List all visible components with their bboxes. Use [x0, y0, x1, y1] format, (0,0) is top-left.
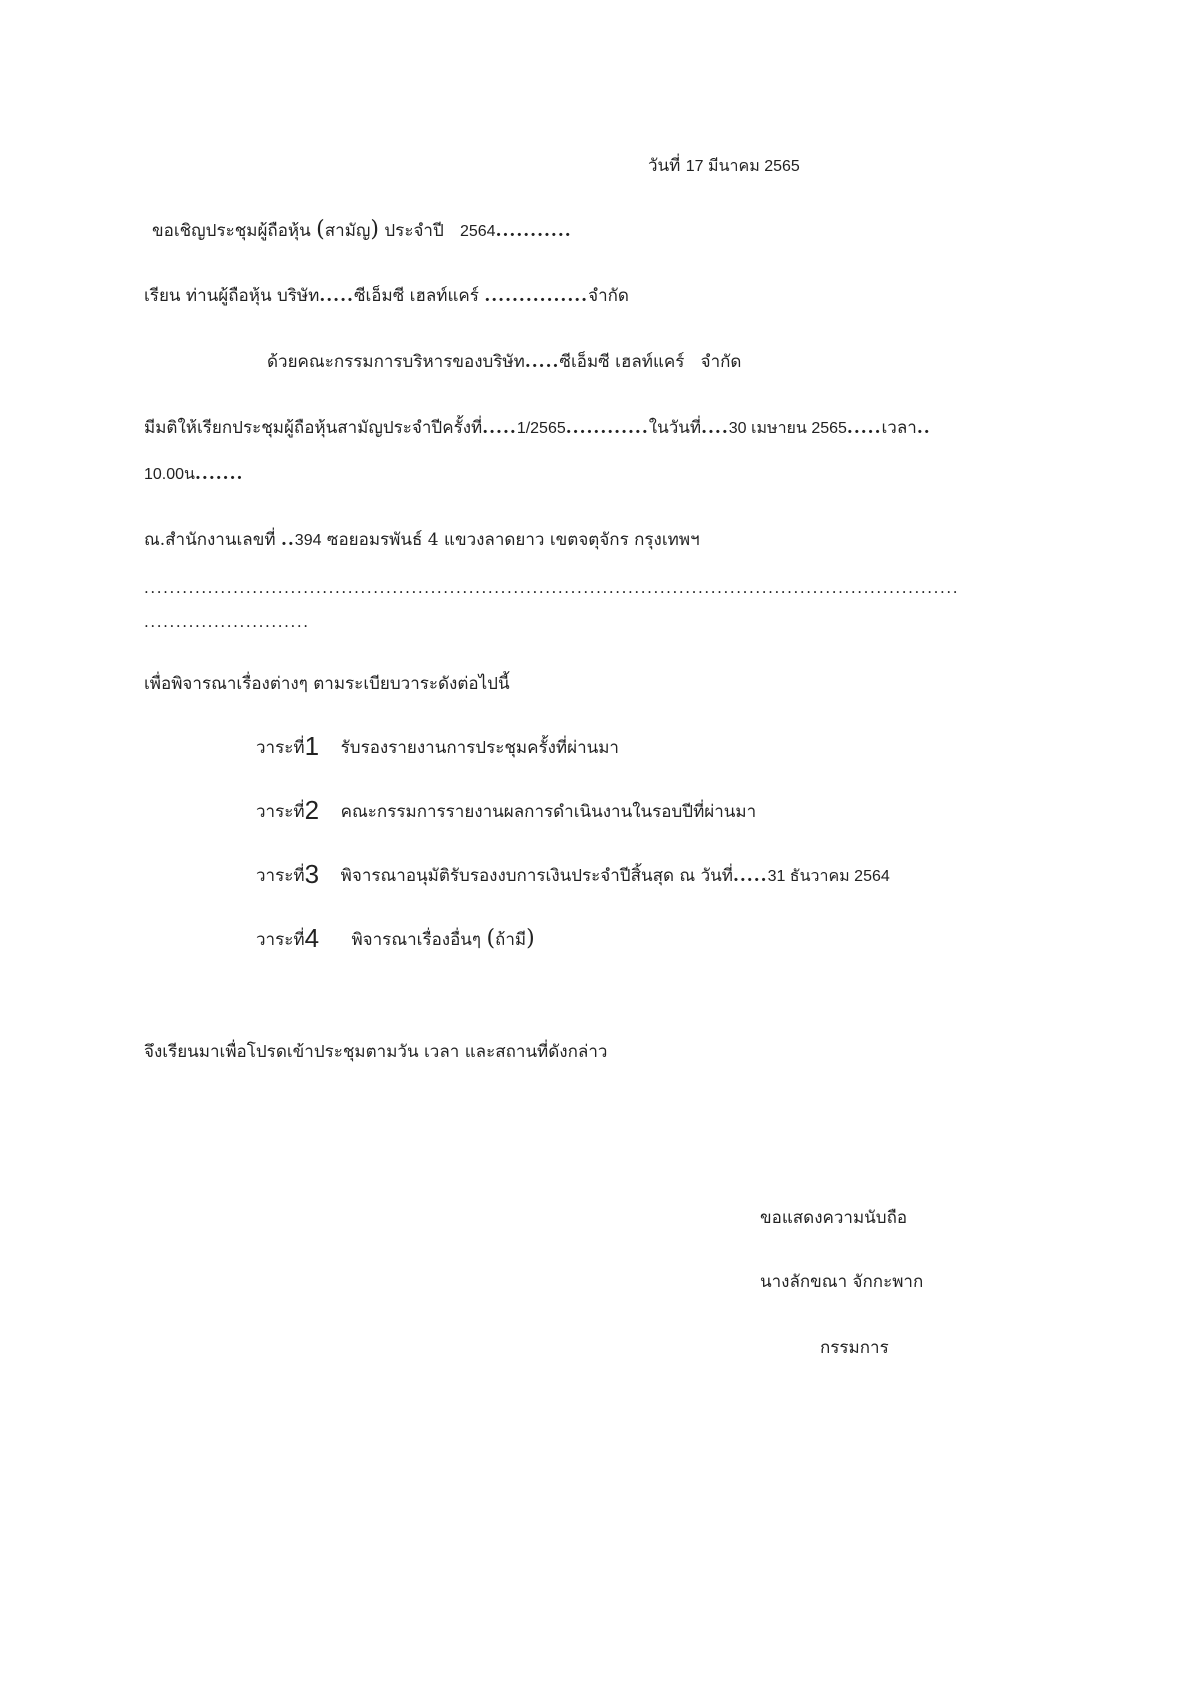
subject-paren-text: สามัญ: [324, 221, 371, 241]
body3-dots: .......: [194, 464, 244, 484]
body1-company: ซีเอ็มซี เฮลท์แคร์: [559, 352, 685, 372]
to-dots1: .....: [319, 286, 354, 306]
date-line: [648, 154, 800, 179]
dotted-line-2: ..........................: [144, 613, 310, 631]
to-line: [144, 284, 629, 308]
agenda-number: 3: [304, 859, 320, 889]
subject-year: 2564: [459, 223, 496, 240]
body-line-3: [144, 462, 243, 487]
agenda-number: 4: [304, 923, 320, 953]
subject-paren-open: (: [316, 217, 325, 242]
agenda-text: รับรองรายงานการประชุมครั้งที่ผ่านมา: [340, 738, 619, 758]
date-value: 17 มีนาคม 2565: [685, 158, 800, 175]
body-line-2: [144, 416, 931, 441]
dotted-line-1: ................................................................................................................................: [144, 579, 960, 597]
agenda-text: คณะกรรมการรายงานผลการดำเนินงานในรอบปีที่ผ่านมา: [340, 802, 757, 822]
agenda-item-1: [256, 731, 619, 761]
body-line-1: [267, 350, 741, 374]
date-prefix: วันที่: [648, 156, 681, 176]
agenda-number: 1: [304, 731, 320, 761]
agenda-paren-text: ถ้ามี: [495, 930, 527, 950]
body2-p3: เวลา: [881, 418, 917, 438]
venue-dots: ..: [280, 530, 295, 550]
signature-name: นางลักขณา จักกะพาก: [760, 1272, 924, 1292]
agenda-item-2: [256, 795, 757, 825]
meeting-date: 30 เมษายน 2565: [728, 420, 847, 437]
body2-p2: ในวันที่: [648, 418, 702, 438]
body2-p1: มีมติให้เรียกประชุมผู้ถือหุ้นสามัญประจำปีครั้งที่: [144, 418, 483, 438]
agenda-paren-close: ): [526, 926, 535, 951]
body2-d2: ............: [565, 418, 649, 438]
agenda-text: พิจารณาอนุมัติรับรองงบการเงินประจำปีสิ้นสุด ณ วันที่: [340, 866, 733, 886]
venue-number: 394: [294, 532, 322, 549]
closing-line: จึงเรียนมาเพื่อโปรดเข้าประชุมตามวัน เวลา และสถานที่ดังกล่าว: [144, 1042, 608, 1062]
agenda-intro: เพื่อพิจารณาเรื่องต่างๆ ตามระเบียบวาระดังต่อไปนี้: [144, 674, 510, 694]
subject-text2: ประจำปี: [384, 221, 444, 241]
agenda-item-3: [256, 859, 890, 889]
body2-d3: ....: [701, 418, 729, 438]
to-dots2: ...............: [484, 286, 589, 306]
subject-dots: ...........: [495, 221, 572, 241]
subject-line: [152, 218, 572, 244]
agenda-text: พิจารณาเรื่องอื่นๆ: [351, 930, 482, 950]
subject-paren-close: ): [370, 217, 379, 242]
signature-regards: ขอแสดงความนับถือ: [760, 1208, 908, 1228]
agenda-label: วาระที่: [256, 802, 305, 822]
body1-text: ด้วยคณะกรรมการบริหารของบริษัท: [267, 352, 525, 372]
agenda-date: 31 ธันวาคม 2564: [767, 868, 890, 885]
signature-title: กรรมการ: [820, 1338, 889, 1358]
body2-d4: .....: [846, 418, 882, 438]
agenda-paren-open: (: [486, 926, 496, 951]
to-text: เรียน ท่านผู้ถือหุ้น บริษัท: [144, 286, 320, 306]
meeting-time: 10.00น: [144, 466, 195, 483]
agenda-item-4: [256, 923, 535, 953]
agenda-label: วาระที่: [256, 866, 305, 886]
agenda-label: วาระที่: [256, 738, 305, 758]
agenda-label: วาระที่: [256, 930, 305, 950]
to-company: ซีเอ็มซี เฮลท์แคร์: [353, 286, 479, 306]
venue-line: [144, 528, 700, 553]
meeting-number: 1/2565: [516, 420, 566, 437]
venue-address: ซอยอมรพันธ์ 4 แขวงลาดยาว เขตจตุจักร กรุงเทพฯ: [326, 530, 700, 550]
agenda-dots: .....: [732, 866, 768, 886]
subject-text: ขอเชิญประชุมผู้ถือหุ้น: [152, 221, 311, 241]
agenda-number: 2: [304, 795, 320, 825]
body2-d1: .....: [482, 418, 517, 438]
venue-prefix: ณ.สำนักงานเลขที่: [144, 530, 276, 550]
body2-d5: ..: [916, 418, 931, 438]
to-suffix: จำกัด: [588, 286, 629, 306]
body1-suffix: จำกัด: [700, 352, 742, 372]
body1-dots: .....: [524, 352, 560, 372]
